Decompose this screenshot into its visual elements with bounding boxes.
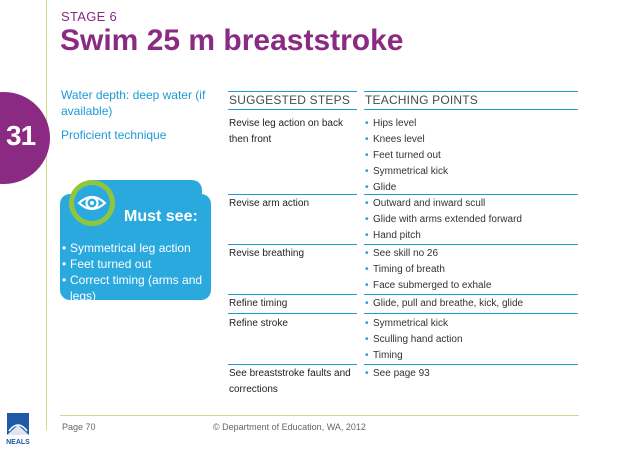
svg-text:NEALS: NEALS [6,439,30,446]
teaching-point: • Knees level [365,132,579,148]
row-divider [364,244,578,245]
row-divider [364,194,578,195]
teaching-point: • Symmetrical kick [365,164,579,180]
teaching-point: • Outward and inward scull [365,196,579,212]
table-row-step: Revise arm action [229,198,310,209]
teaching-point: • Sculling hand action [365,332,579,348]
table-row-points [365,116,579,196]
must-see-item: • Correct timing (arms and legs) [62,272,212,304]
row-divider [228,194,357,195]
row-divider [364,109,578,110]
must-see-label: Must see: [124,208,198,225]
table-row-step: Revise leg action on back then front [229,118,343,145]
teaching-point: • Glide with arms extended forward [365,212,579,228]
table-row-step: See breaststroke faults and corrections [229,368,351,395]
row-divider [228,244,357,245]
teaching-point: • Hand pitch [365,228,579,244]
row-divider [228,364,357,365]
row-divider [228,294,357,295]
table-row-points [365,366,579,382]
teaching-point: • Timing [365,348,579,364]
teaching-point: • Feet turned out [365,148,579,164]
teaching-point: • Timing of breath [365,262,579,278]
must-see-item: • Symmetrical leg action [62,240,212,256]
water-depth-note: Water depth: deep water (if available) [61,88,206,118]
copyright-notice: © Department of Education, WA, 2012 [213,422,366,432]
row-divider [228,109,357,110]
must-see-list [62,240,212,304]
table-row-step: Revise breathing [229,248,305,259]
table-row-points [365,196,579,244]
teaching-point: • Symmetrical kick [365,316,579,332]
steps-column-header: SUGGESTED STEPS [229,93,351,107]
header-top-rule [228,91,357,92]
skill-conditions [61,87,211,151]
margin-rule [46,0,47,430]
teaching-point: • See page 93 [365,366,579,382]
teaching-point: • See skill no 26 [365,246,579,262]
stage-label: STAGE 6 [61,9,118,24]
eye-icon-inner [74,185,110,221]
points-column-header: TEACHING POINTS [365,93,479,107]
eye-icon-glyph [74,185,110,221]
technique-note: Proficient technique [61,128,167,142]
row-divider [364,313,578,314]
row-divider [364,294,578,295]
page-number: Page 70 [62,422,96,432]
table-row-points [365,246,579,294]
table-row-step: Refine timing [229,298,288,309]
neals-logo-icon [3,411,33,447]
table-row-points [365,316,579,364]
footer-rule [60,415,579,416]
table-row-points [365,296,579,312]
row-divider [364,364,578,365]
page-title: Swim 25 m breaststroke [60,24,404,57]
teaching-point: • Face submerged to exhale [365,278,579,294]
skill-number: 31 [6,120,36,151]
teaching-point: • Glide, pull and breathe, kick, glide [365,296,579,312]
teaching-point: • Hips level [365,116,579,132]
teaching-point: • Glide [365,180,579,196]
table-row-step: Refine stroke [229,318,288,329]
row-divider [228,313,357,314]
header-top-rule [364,91,578,92]
must-see-item: • Feet turned out [62,256,212,272]
